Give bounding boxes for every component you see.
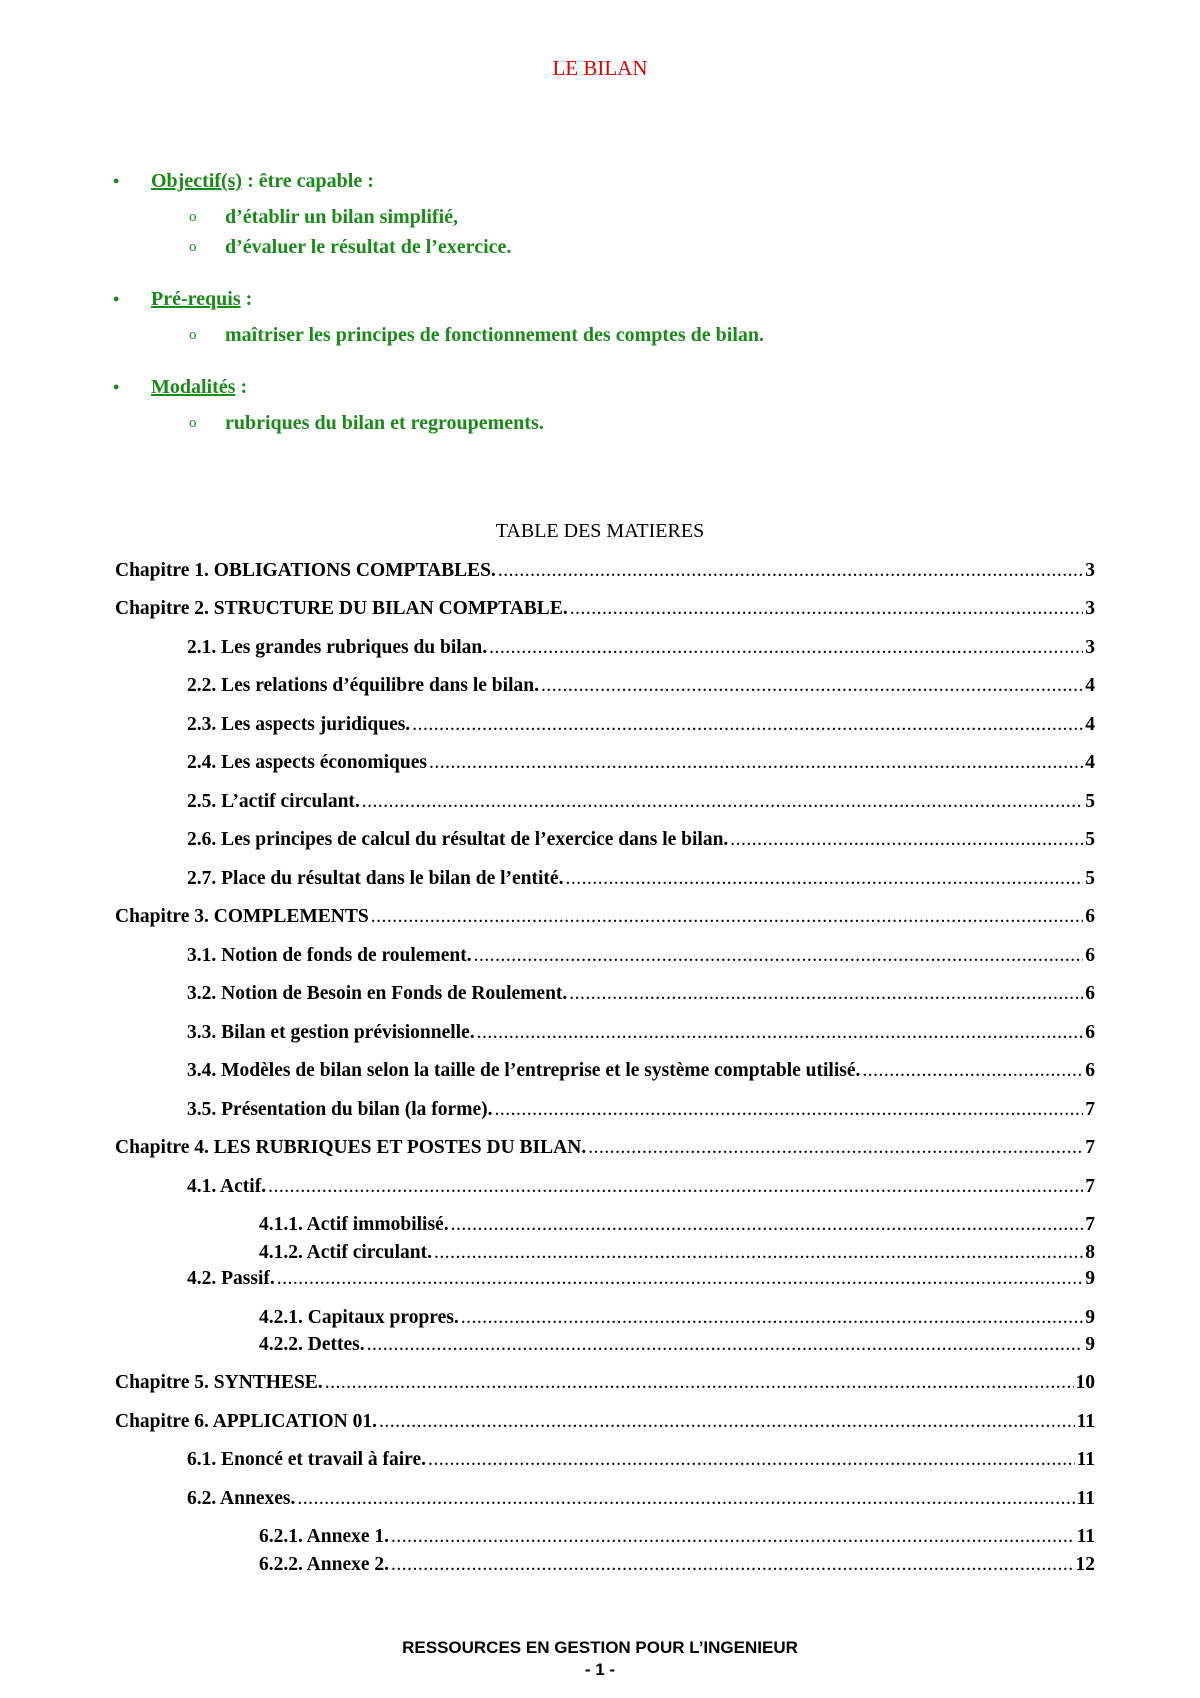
prerequisite-block — [113, 284, 1113, 350]
toc-section-4-1-1[interactable]: 4.1.1. Actif immobilisé. ..... 7 — [259, 1214, 1095, 1236]
toc-section-4-1-2[interactable]: 4.1.2. Actif circulant. ..... 8 — [259, 1242, 1095, 1264]
prerequisite-suffix: : — [240, 288, 253, 310]
modalities-label: Modalités — [151, 376, 236, 398]
objectives-section — [113, 166, 1113, 460]
toc-section-3-1[interactable]: 3.1. Notion de fonds de roulement. ..... 6 — [187, 945, 1095, 967]
toc-section-4-1[interactable]: 4.1. Actif. ..... 7 — [187, 1176, 1095, 1198]
circle-bullet-icon: o — [189, 239, 197, 255]
objective-heading — [113, 166, 1113, 196]
modalities-block — [113, 372, 1113, 438]
toc-section-6-2-2[interactable]: 6.2.2. Annexe 2. ..... 12 — [259, 1554, 1095, 1576]
prerequisite-item — [113, 320, 1113, 350]
toc-section-6-2[interactable]: 6.2. Annexes. ..... 11 — [187, 1488, 1095, 1510]
toc-chapter-5[interactable]: Chapitre 5. SYNTHESE. ..... 10 — [115, 1372, 1095, 1394]
objective-item — [113, 202, 1113, 232]
bullet-icon: • — [113, 171, 120, 191]
toc-section-2-1[interactable]: 2.1. Les grandes rubriques du bilan. ..... 3 — [187, 637, 1095, 659]
toc-section-4-2-2[interactable]: 4.2.2. Dettes. ..... 9 — [259, 1334, 1095, 1356]
circle-bullet-icon: o — [189, 209, 197, 225]
objective-suffix: : être capable : — [242, 170, 374, 192]
prerequisite-item-text: maîtriser les principes de fonctionnement des comptes de bilan. — [225, 324, 765, 346]
circle-bullet-icon: o — [189, 327, 197, 343]
toc-section-6-2-1[interactable]: 6.2.1. Annexe 1. ..... 11 — [259, 1526, 1095, 1548]
toc-section-2-7[interactable]: 2.7. Place du résultat dans le bilan de l’entité. ..... 5 — [187, 868, 1095, 890]
toc-chapter-4[interactable]: Chapitre 4. LES RUBRIQUES ET POSTES DU BILAN. ..... 7 — [115, 1137, 1095, 1159]
prerequisite-label: Pré-requis — [151, 288, 241, 310]
page-title: LE BILAN — [552, 56, 648, 80]
toc-section-3-5[interactable]: 3.5. Présentation du bilan (la forme). ..... 7 — [187, 1099, 1095, 1121]
toc-section-2-5[interactable]: 2.5. L’actif circulant. ..... 5 — [187, 791, 1095, 813]
objective-item-text: d’évaluer le résultat de l’exercice. — [225, 236, 512, 258]
toc-section-2-4[interactable]: 2.4. Les aspects économiques ..... 4 — [187, 752, 1095, 774]
toc-section-2-2[interactable]: 2.2. Les relations d’équilibre dans le bilan. ..... 4 — [187, 675, 1095, 697]
modalities-item-text: rubriques du bilan et regroupements. — [225, 412, 544, 434]
toc-section-3-4[interactable]: 3.4. Modèles de bilan selon la taille de l’entreprise et le système comptable utilisé. ..... 6 — [187, 1060, 1095, 1082]
modalities-item — [113, 408, 1113, 438]
objective-item — [113, 232, 1113, 262]
page-number: - 1 - — [584, 1660, 616, 1679]
toc-title: TABLE DES MATIERES — [495, 520, 705, 542]
footer-title: RESSOURCES EN GESTION POUR L’INGENIEUR — [402, 1638, 798, 1657]
toc-section-2-6[interactable]: 2.6. Les principes de calcul du résultat de l’exercice dans le bilan. ..... 5 — [187, 829, 1095, 851]
objective-block — [113, 166, 1113, 262]
toc-section-4-2[interactable]: 4.2. Passif. ..... 9 — [187, 1268, 1095, 1290]
toc-section-4-2-1[interactable]: 4.2.1. Capitaux propres. ..... 9 — [259, 1307, 1095, 1329]
toc-chapter-6[interactable]: Chapitre 6. APPLICATION 01. ..... 11 — [115, 1411, 1095, 1433]
bullet-icon: • — [113, 377, 120, 397]
toc-section-3-3[interactable]: 3.3. Bilan et gestion prévisionnelle. ..... 6 — [187, 1022, 1095, 1044]
toc-section-3-2[interactable]: 3.2. Notion de Besoin en Fonds de Roulement. ..... 6 — [187, 983, 1095, 1005]
circle-bullet-icon: o — [189, 415, 197, 431]
modalities-suffix: : — [235, 376, 248, 398]
toc-chapter-3[interactable]: Chapitre 3. COMPLEMENTS ..... 6 — [115, 906, 1095, 928]
toc-chapter-2[interactable]: Chapitre 2. STRUCTURE DU BILAN COMPTABLE. ..... 3 — [115, 598, 1095, 620]
toc-section-6-1[interactable]: 6.1. Enoncé et travail à faire. ..... 11 — [187, 1449, 1095, 1471]
toc-section-2-3[interactable]: 2.3. Les aspects juridiques. ..... 4 — [187, 714, 1095, 736]
bullet-icon: • — [113, 289, 120, 309]
objective-item-text: d’établir un bilan simplifié, — [225, 206, 459, 228]
objective-label: Objectif(s) — [151, 170, 243, 192]
prerequisite-heading — [113, 284, 1113, 314]
modalities-heading — [113, 372, 1113, 402]
toc-chapter-1[interactable]: Chapitre 1. OBLIGATIONS COMPTABLES. ..... 3 — [115, 560, 1095, 582]
